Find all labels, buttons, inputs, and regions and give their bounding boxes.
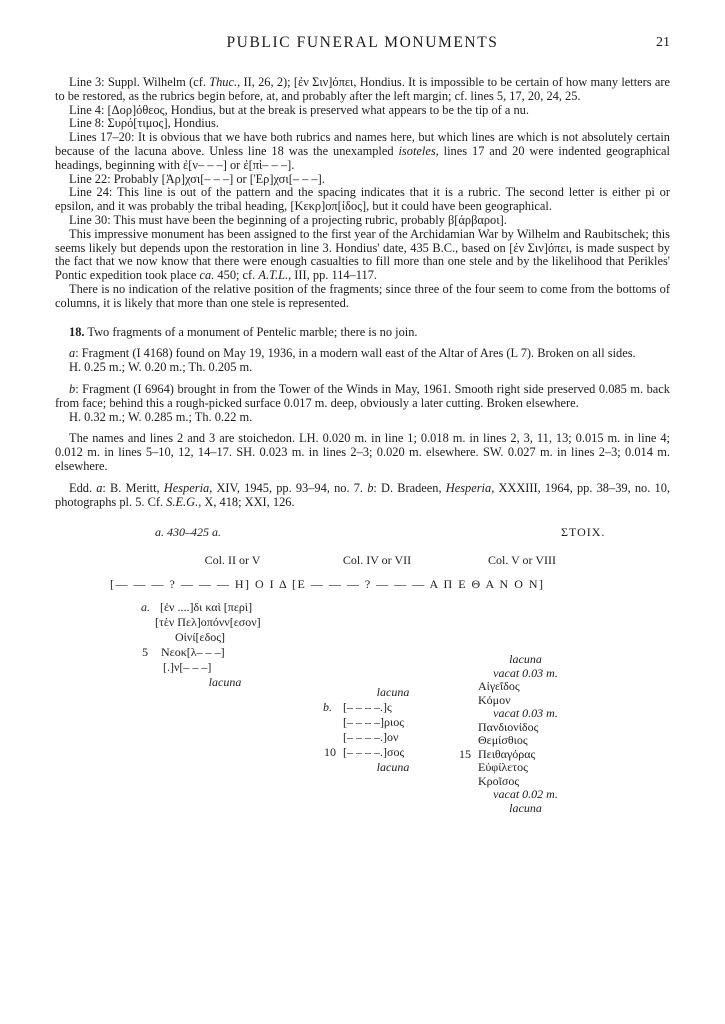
inscription-text: Οἰνί[εδος]	[175, 630, 225, 645]
paragraph	[55, 104, 670, 118]
text-run: H. 0.25 m.; W. 0.20 m.; Th. 0.205 m.	[69, 360, 253, 375]
paragraph	[55, 186, 670, 214]
italic-text: a	[96, 480, 103, 495]
inscription-text: Κόμον	[478, 692, 511, 707]
inscription-text: [– – – –]ριος	[343, 715, 404, 730]
running-head-title: PUBLIC FUNERAL MONUMENTS	[226, 34, 499, 51]
lacuna-label	[343, 685, 443, 700]
italic-text: Thuc.	[209, 75, 238, 89]
inscription-text: [– – – –.]ον	[343, 730, 399, 745]
fragment-b-column	[324, 685, 443, 775]
inscription-text: lacuna	[509, 800, 542, 815]
inscription-line	[155, 615, 295, 630]
inscription-text: Κροῖσος	[478, 773, 520, 788]
inscription-line	[343, 700, 443, 715]
inscription-line	[478, 721, 573, 735]
inscription-block	[55, 523, 670, 835]
inscription-text: lacuna	[376, 685, 410, 700]
fragment-a-label: a.	[141, 600, 150, 615]
column-header-2: Col. IV or VII	[342, 553, 412, 568]
inscription-line	[478, 761, 573, 775]
italic-text: b	[367, 480, 374, 495]
text-run: 450; cf.	[214, 268, 259, 283]
inscription-text: Νεοκ[λ– – –]	[161, 645, 225, 660]
text-run: This impressive monument has been assigned to the first year of the Archidamian War by Wilhelm and Raubitschek; this seems likely but depends upon the restoration in line 3. Hondius' date, 435 B.C., based on [ἐν Σιν]όπει, is made suspect by the fact that we now know that there were enough casualties to fill more than one stele and by the likelihood that Perikles' Pontic expedition took place	[55, 226, 670, 283]
paragraph	[55, 432, 670, 473]
paragraph	[55, 482, 670, 510]
paragraph	[55, 361, 670, 375]
text-run: Lines 17–20: It is obvious that we have both rubrics and names here, but which lines are which is not absolutely certain because of the lacuna above. Unless line 18 was the unexampled	[55, 130, 670, 158]
inscription-text: [.]ν[– – –]	[163, 660, 212, 675]
inscription-line	[478, 734, 573, 748]
line-number: 10	[324, 745, 336, 760]
inscription-text: [τὲν Πελ]οπόνν[εσον]	[155, 615, 261, 630]
inscription-text: lacuna	[208, 675, 242, 690]
paragraph	[55, 383, 670, 411]
italic-text: A.T.L.	[258, 268, 289, 283]
text-run: Line 22: Probably [Ἀρ]χσι[– – –] or [Ἐρ]χσι[– – –].	[69, 171, 325, 186]
date-label: a. 430–425 a.	[155, 525, 221, 540]
lacuna-label	[478, 653, 573, 667]
paragraph	[55, 326, 670, 340]
text-run: Line 8: Συρό[τιμος], Hondius.	[69, 116, 219, 131]
italic-text: isoteles	[398, 143, 436, 158]
italic-text: ca.	[199, 268, 215, 283]
lacuna-label	[478, 802, 573, 816]
inscription-line	[478, 680, 573, 694]
text-run: Line 3: Suppl. Wilhelm (cf.	[69, 75, 210, 89]
text-run: : Fragment (I 4168) found on May 19, 1936, in a modern wall east of the Altar of Ares (L 7). Broken on all sides.	[75, 346, 636, 361]
inscription-text: lacuna	[509, 652, 542, 667]
vacat-label	[478, 667, 573, 681]
vacat-label	[478, 788, 573, 802]
paragraph	[55, 173, 670, 187]
text-run: The names and lines 2 and 3 are stoichedon. LH. 0.020 m. in line 1; 0.018 m. in lines 2, 3, 11, 13; 0.015 m. in line 4; 0.012 m. in lines 5–10, 12, 14–17. SH. 0.023 m. in lines 2–3; 0.020 m. elsewhere. SW. 0.027 m. in lines 2–3; 0.014 m. elsewhere.	[55, 431, 670, 473]
inscription-line	[155, 600, 295, 615]
bold-text: 18.	[69, 324, 85, 339]
inscription-text: Αἰγεΐδος	[478, 679, 520, 694]
body-text	[55, 76, 670, 509]
paragraph	[55, 283, 670, 311]
paragraph	[55, 131, 670, 172]
inscription-text: vacat 0.03 m.	[493, 706, 558, 721]
text-run: , XIV, 1945, pp. 93–94, no. 7.	[209, 480, 368, 495]
inscription-text: vacat 0.02 m.	[493, 787, 558, 802]
inscription-line	[155, 630, 295, 645]
text-run: H. 0.32 m.; W. 0.285 m.; Th. 0.22 m.	[69, 409, 253, 424]
inscription-line	[142, 645, 295, 660]
line-number: 15	[459, 746, 471, 761]
inscription-text: vacat 0.03 m.	[493, 665, 558, 680]
inscription-text: lacuna	[376, 760, 410, 775]
inscription-line	[343, 715, 443, 730]
text-run: , X, 418; XXI, 126.	[198, 494, 295, 509]
text-run: , lines 17 and 20 were indented geographical headings, beginning with ἐ[ν– – –] or ἐ[πὶ– – –].	[55, 143, 670, 172]
italic-text: b	[69, 381, 76, 396]
vacat-label	[478, 707, 573, 721]
italic-text: Hesperia	[445, 480, 492, 495]
italic-text: S.E.G.	[166, 494, 199, 509]
inscription-line	[155, 660, 295, 675]
paragraph	[55, 228, 670, 283]
inscription-text: Πανδιονίδος	[478, 719, 539, 734]
line-number: 5	[142, 645, 148, 660]
column-header-3: Col. V or VIII	[487, 553, 556, 568]
text-run: There is no indication of the relative position of the fragments; since three of the four seem to come from the bottoms of columns, it is likely that more than one stele is represented.	[55, 281, 670, 310]
page-number: 21	[656, 35, 670, 50]
inscription-text: [– – – –.]ς	[343, 700, 392, 715]
inscription-heading-line: [— — — ? — — — Η] Ο Ι Δ [Ε — — — ? — — — Α Π Ε Θ Α Ν Ο Ν]	[110, 577, 545, 592]
inscription-text: [– – – –.]σος	[343, 745, 405, 760]
text-run: Line 30: This must have been the beginning of a projecting rubric, probably β[άρβαροι].	[69, 212, 507, 227]
page-header	[55, 34, 670, 56]
text-run: Line 24: This line is out of the pattern and the spacing indicates that it is a rubric. The second letter is either pi or epsilon, and it was probably the tribal heading, [Κεκρ]οπ[ίδος], but it could have been geographical.	[55, 185, 670, 214]
text-run: Edd.	[69, 480, 97, 495]
stoichedon-label: ΣΤΟΙΧ.	[561, 525, 606, 540]
paragraph	[55, 347, 670, 361]
paragraph	[55, 76, 670, 104]
fragment-b-label: b.	[323, 700, 332, 715]
text-run: : Fragment (I 6964) brought in from the Tower of the Winds in May, 1961. Smooth right side preserved 0.085 m. back from face; behind this a rough-picked surface 0.017 m. deep, obviously a later cutting. Broken elsewhere.	[55, 381, 670, 410]
text-run: , II, 26, 2); [ἐν Σιν]όπει, Hondius. It is impossible to be certain of how many letters are to be restored, as the rubrics begin before, at, and probably after the left margin; cf. lines 5, 17, 20, 24, 25.	[55, 75, 670, 103]
inscription-line	[324, 745, 443, 760]
inscription-line	[459, 746, 573, 762]
fragment-a-column	[142, 600, 295, 690]
inscription-line	[478, 775, 573, 789]
paragraph	[55, 214, 670, 228]
text-run: Line 4: [Δορ]όθεος, Hondius, but at the break is preserved what appears to be the tip of a nu.	[69, 102, 529, 117]
fragment-b-names-column	[459, 652, 573, 815]
inscription-text: Θεμίσθιος	[478, 733, 528, 748]
italic-text: Hesperia	[163, 480, 210, 495]
lacuna-label	[155, 675, 295, 690]
column-header-1: Col. II or V	[204, 553, 261, 568]
italic-text: a	[69, 346, 76, 361]
text-run: , III, pp. 114–117.	[288, 268, 378, 283]
lacuna-label	[343, 760, 443, 775]
inscription-text: Εὐφίλετος	[478, 760, 528, 775]
text-run: : B. Meritt,	[102, 480, 164, 495]
text-run: : D. Bradeen,	[373, 480, 446, 495]
inscription-line	[478, 694, 573, 708]
paragraph	[55, 411, 670, 425]
text-run: Two fragments of a monument of Pentelic marble; there is no join.	[84, 324, 418, 339]
paragraph	[55, 117, 670, 131]
inscription-line	[343, 730, 443, 745]
inscription-text: Πειθαγόρας	[478, 746, 536, 761]
inscription-text: [ἐν ....]δι καὶ [περὶ]	[160, 600, 253, 615]
text-run: , XXXIII, 1964, pp. 38–39, no. 10, photographs pl. 5. Cf.	[55, 480, 670, 509]
